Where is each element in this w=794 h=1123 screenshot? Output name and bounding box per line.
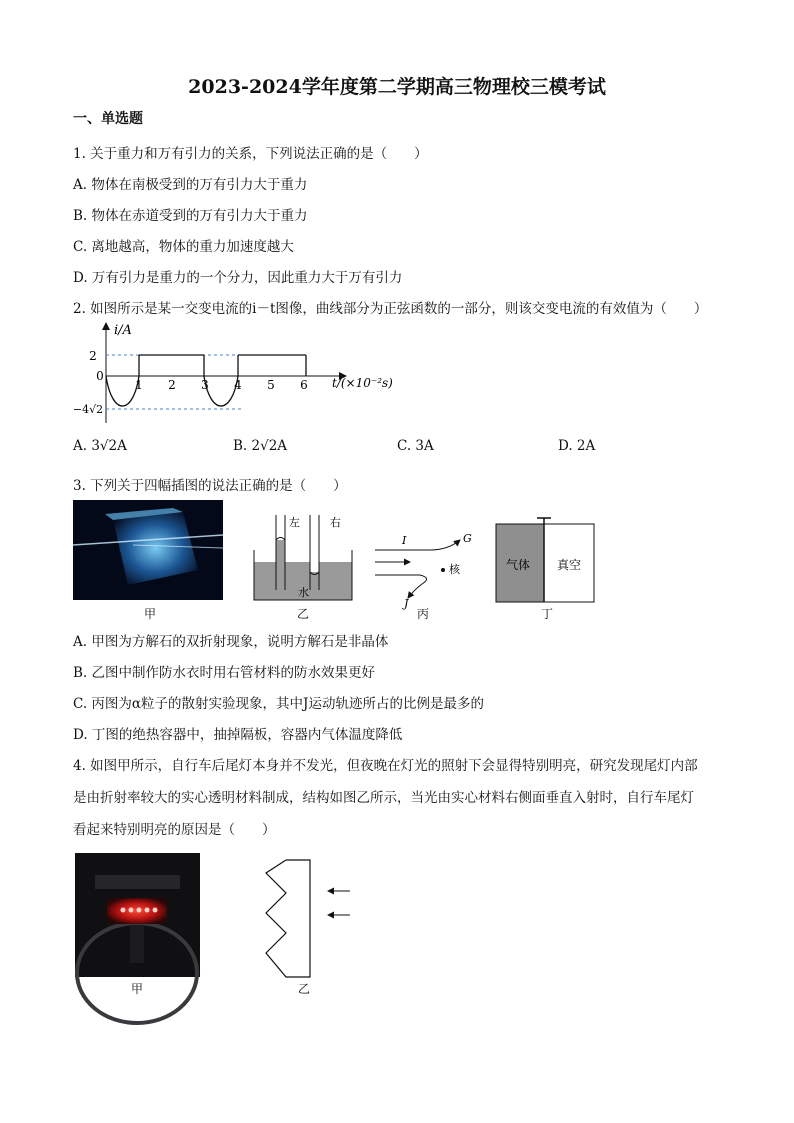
label-g: G bbox=[463, 532, 472, 545]
x-tick-label: 5 bbox=[267, 378, 275, 392]
capillary-diagram bbox=[248, 510, 358, 605]
section-heading: 一、单选题 bbox=[73, 111, 143, 127]
q4-caption-jia: 甲 bbox=[131, 982, 144, 996]
label-nucleus: 核 bbox=[449, 563, 460, 576]
y-tick-neg: −4√2 bbox=[72, 403, 104, 416]
q1-option-d: D. 万有引力是重力的一个分力，因此重力大于万有引力 bbox=[73, 270, 403, 286]
q3-option-d: D. 丁图的绝热容器中，抽掉隔板，容器内气体温度降低 bbox=[73, 727, 403, 743]
label-water: 水 bbox=[298, 586, 309, 599]
label-right: 右 bbox=[330, 516, 341, 529]
sine-segment-2 bbox=[204, 376, 238, 406]
label-gas: 气体 bbox=[506, 558, 531, 572]
caption-bing: 丙 bbox=[417, 607, 430, 621]
calcite-photo bbox=[73, 500, 223, 600]
q3-stem: 3. 下列关于四幅插图的说法正确的是（ ） bbox=[73, 478, 347, 494]
q2-option-d: D. 2A bbox=[558, 438, 596, 454]
y-tick-2: 2 bbox=[89, 349, 97, 363]
x-tick-label: 4 bbox=[234, 378, 242, 392]
label-j: J bbox=[404, 597, 409, 610]
q2-option-c: C. 3A bbox=[397, 438, 434, 454]
reflector-structure-diagram bbox=[258, 855, 358, 980]
q3-option-b: B. 乙图中制作防水衣时用右管材料的防水效果更好 bbox=[73, 665, 376, 681]
caption-yi: 乙 bbox=[297, 607, 310, 621]
q4-stem-line2: 是由折射率较大的实心透明材料制成，结构如图乙所示，当光由实心材料右侧面垂直入射时，自行车尾灯 bbox=[73, 790, 694, 806]
q2-current-graph bbox=[72, 318, 408, 428]
scattering-diagram bbox=[370, 528, 480, 608]
q3-option-c: C. 丙图为α粒子的散射实验现象，其中J运动轨迹所占的比例是最多的 bbox=[73, 696, 484, 712]
tail-light-photo bbox=[75, 853, 200, 977]
sine-segment-1 bbox=[106, 376, 139, 406]
caption-jia: 甲 bbox=[144, 607, 157, 621]
q4-stem-line1: 4. 如图甲所示，自行车后尾灯本身并不发光，但夜晚在灯光的照射下会显得特别明亮，研究发现尾灯内部 bbox=[73, 758, 698, 774]
q3-option-a: A. 甲图为方解石的双折射现象，说明方解石是非晶体 bbox=[73, 634, 389, 650]
q4-stem-line3: 看起来特别明亮的原因是（ ） bbox=[73, 822, 276, 838]
y-tick-0: 0 bbox=[96, 369, 104, 383]
caption-ding: 丁 bbox=[541, 607, 554, 621]
q2-stem: 2. 如图所示是某一交变电流的i－t图像，曲线部分为正弦函数的一部分，则该交变电流的有效值为（ ） bbox=[73, 301, 708, 317]
x-tick-labels bbox=[135, 378, 308, 392]
page-title: 2023-2024学年度第二学期高三物理校三模考试 bbox=[188, 76, 606, 98]
y-axis-label: i/A bbox=[114, 323, 132, 338]
q1-option-c: C. 离地越高，物体的重力加速度越大 bbox=[73, 239, 294, 255]
label-vacuum: 真空 bbox=[557, 558, 582, 572]
q1-option-b: B. 物体在赤道受到的万有引力大于重力 bbox=[73, 208, 308, 224]
q4-caption-yi: 乙 bbox=[298, 982, 311, 996]
container-diagram bbox=[494, 516, 598, 606]
x-tick-label: 3 bbox=[201, 378, 209, 392]
q1-stem: 1. 关于重力和万有引力的关系，下列说法正确的是（ ） bbox=[73, 146, 428, 162]
label-left: 左 bbox=[289, 516, 300, 529]
q1-option-a: A. 物体在南极受到的万有引力大于重力 bbox=[73, 177, 308, 193]
x-tick-label: 1 bbox=[135, 378, 143, 392]
x-axis-label: t/(×10⁻²s) bbox=[332, 376, 393, 390]
x-tick-label: 6 bbox=[300, 378, 308, 392]
label-i: I bbox=[402, 534, 407, 547]
q2-option-b: B. 2√2A bbox=[233, 438, 288, 454]
x-tick-label: 2 bbox=[168, 378, 176, 392]
q2-option-a: A. 3√2A bbox=[73, 438, 127, 454]
